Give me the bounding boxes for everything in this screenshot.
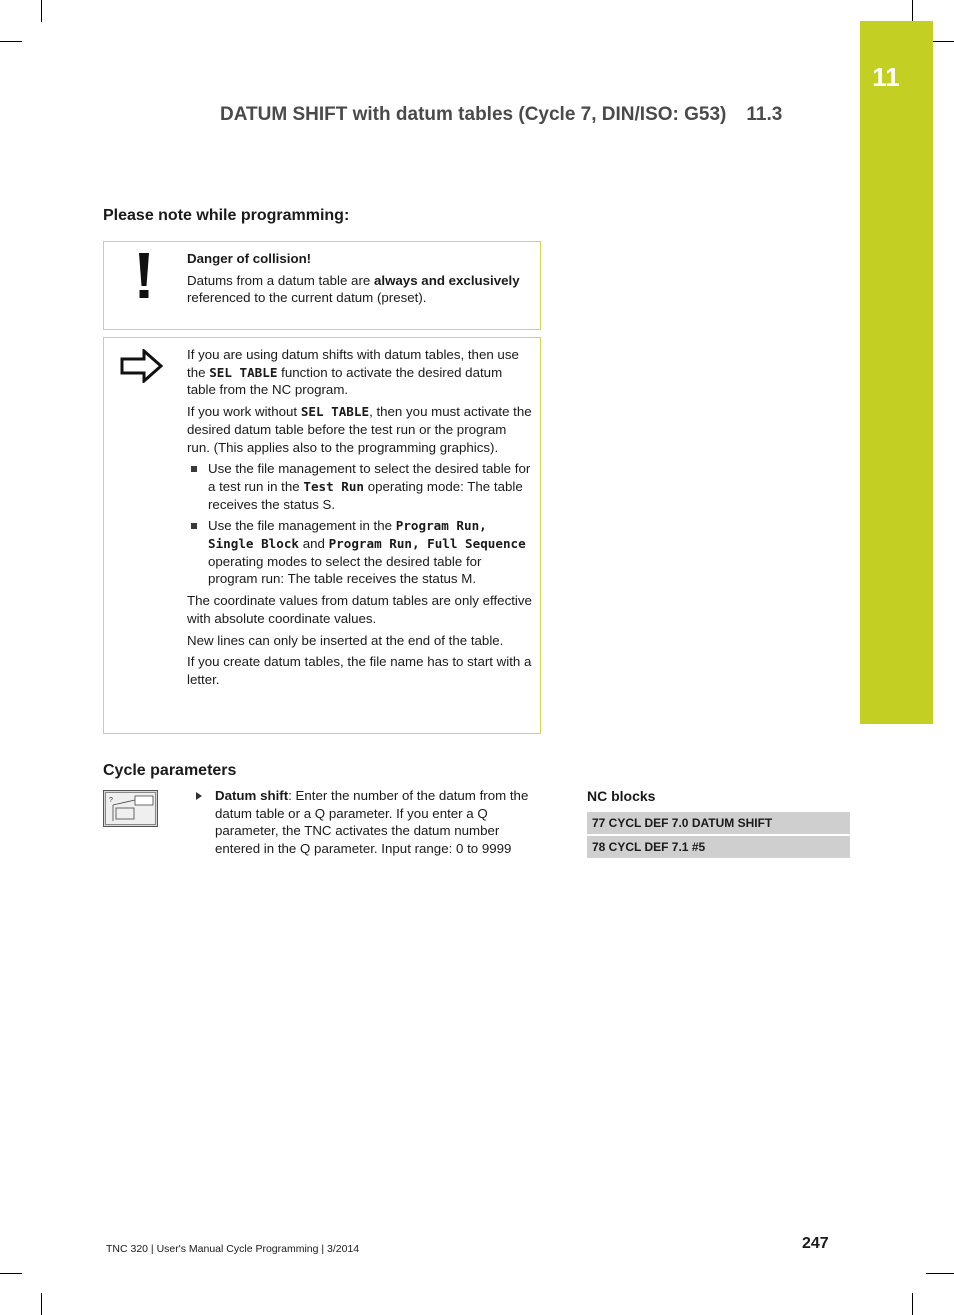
warning-box <box>103 241 541 330</box>
footer-text: TNC 320 | User's Manual Cycle Programming | 3/2014 <box>106 1243 360 1255</box>
bullet-icon <box>191 466 197 472</box>
warning-body: Datums from a datum table are always and exclusively referenced to the current datum (preset). <box>187 272 520 306</box>
nc-block-row: 77 CYCL DEF 7.0 DATUM SHIFT <box>587 812 850 834</box>
header-section-number: 11.3 <box>746 104 783 125</box>
note-text <box>187 346 532 693</box>
svg-text:?: ? <box>109 797 113 804</box>
parameter-text: : Enter the number of the datum from the datum table or a Q parameter. If you enter a Q parameter, the TNC activates the datum number entered in the Q parameter. Input range: 0 to 9999 <box>215 788 529 857</box>
warning-title: Danger of collision! <box>187 251 312 266</box>
warning-text <box>187 250 532 311</box>
note-paragraph: New lines can only be inserted at the end of the table. <box>187 632 504 648</box>
bullet-icon <box>191 523 197 529</box>
datum-shift-softkey-icon <box>103 790 158 827</box>
crop-mark <box>0 41 22 42</box>
running-header <box>220 104 782 126</box>
exclamation-icon <box>136 253 152 299</box>
header-title: DATUM SHIFT with datum tables (Cycle 7, DIN/ISO: G53) <box>220 104 727 125</box>
crop-mark <box>0 1273 22 1274</box>
section-heading: Cycle parameters <box>103 762 237 779</box>
chapter-number: 11 <box>872 62 900 92</box>
crop-mark <box>912 0 913 22</box>
crop-mark <box>912 1293 913 1315</box>
crop-mark <box>926 1273 954 1274</box>
nc-blocks-title: NC blocks <box>587 788 656 804</box>
note-box <box>103 337 541 734</box>
note-paragraph: If you are using datum shifts with datum tables, then use the SEL TABLE function to activate the desired datum table from the NC program. <box>187 347 519 398</box>
note-bullet-list <box>187 460 532 588</box>
arrow-right-icon <box>120 349 164 383</box>
note-paragraph: The coordinate values from datum tables are only effective with absolute coordinate values. <box>187 593 532 626</box>
list-item: Use the file management to select the desired table for a test run in the Test Run operating mode: The table receives the status S. <box>187 460 532 513</box>
note-paragraph: If you work without SEL TABLE, then you must activate the desired datum table before the test run or the program run. (This applies also to the programming graphics). <box>187 404 532 455</box>
crop-mark <box>932 41 954 42</box>
note-paragraph: If you create datum tables, the file name has to start with a letter. <box>187 654 532 687</box>
crop-mark <box>41 0 42 22</box>
chapter-tab <box>860 21 933 724</box>
section-heading: Please note while programming: <box>103 207 350 224</box>
page-number: 247 <box>802 1235 829 1252</box>
parameter-name: Datum shift <box>215 788 289 803</box>
triangle-bullet-icon <box>196 792 202 800</box>
parameter-description <box>196 787 548 858</box>
crop-mark <box>41 1293 42 1315</box>
nc-block-row: 78 CYCL DEF 7.1 #5 <box>587 836 850 858</box>
list-item: Use the file management in the Program Run, Single Block and Program Run, Full Sequence operating modes to select the desired table for program run: The table receives the status M. <box>187 517 532 588</box>
